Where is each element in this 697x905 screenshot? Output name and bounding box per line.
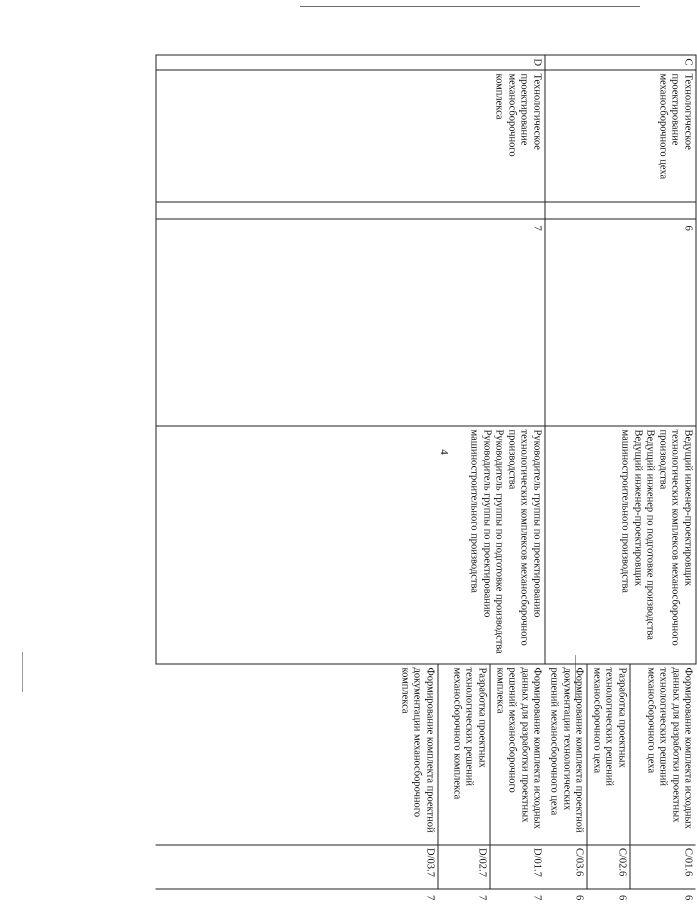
table-row-c [545,55,696,855]
function-row: Формирование комплекта исходных данных для разработки проектных решений механосборочного комплекса D/01.7 7 [490,665,545,889]
group-name: Технологическое проектирование механосборочного цеха [545,70,696,202]
position-name: Ведущий инженер-проектировщик машиностроительного производства [619,429,644,593]
function-row: Разработка проектных технологических решений механосборочного комплекса D/02.7 7 [438,665,490,889]
function-row: Формирование комплекта исходных данных для разработки проектных технологических решений механосборочного цеха C/01.6 6 [630,665,696,889]
group-code: C [545,55,696,70]
group-name: Технологическое проектирование механосборочного комплекса [156,70,545,202]
function-row: Формирование комплекта проектной документации механосборочного комплекса D/03.7 7 [156,665,438,889]
generalized-functions-table [156,55,697,901]
rotated-table-container [156,55,697,901]
function-name: Формирование комплекта исходных данных для разработки проектных решений механосборочного комплекса [490,665,545,845]
function-name: Формирование комплекта исходных данных для разработки проектных технологических решений механосборочного цеха [630,665,696,845]
page-number: 4 [438,449,450,455]
function-name: Разработка проектных технологических решений механосборочного цеха [587,665,630,845]
function-code: D/02.7 [438,845,490,889]
position-name: Ведущий инженер-проектировщик технологических комплексов механосборочного производства [657,429,694,646]
position-name: Руководитель группы по проектированию технологических комплексов механосборочного производства [506,429,543,646]
function-name: Формирование комплекта проектной документации технологических решений механосборочного цеха [545,665,587,845]
position-name: Руководитель группы по проектированию машиностроительного производства [468,429,493,618]
function-row: Разработка проектных технологических решений механосборочного цеха C/02.6 6 [587,665,630,889]
function-name: Разработка проектных технологических решений механосборочного комплекса [438,665,490,845]
empty-column [156,202,545,219]
function-code: C/03.6 [545,845,587,889]
functions-cell [545,664,696,901]
positions-cell [545,426,696,664]
functions-cell [156,664,545,901]
function-code: D/01.7 [490,845,545,889]
table-row-d [156,55,545,855]
top-scan-line [300,6,640,7]
functions-subtable [156,665,545,901]
function-name: Формирование комплекта проектной документации механосборочного комплекса [156,665,438,845]
group-level: 6 [545,219,696,426]
group-level: 7 [156,219,545,426]
group-code: D [156,55,545,70]
position-name: Руководитель группы по подготовке производства [493,429,505,654]
function-code: D/03.7 [156,845,438,889]
functions-subtable [545,665,696,901]
scan-mark [22,652,23,692]
positions-cell [156,426,545,664]
position-name: Ведущий инженер по подготовке производства [644,429,656,640]
function-row: Формирование комплекта проектной документации технологических решений механосборочного цеха C/03.6 6 [545,665,587,889]
function-code: C/02.6 [587,845,630,889]
empty-column [545,202,696,219]
function-code: C/01.6 [630,845,696,889]
